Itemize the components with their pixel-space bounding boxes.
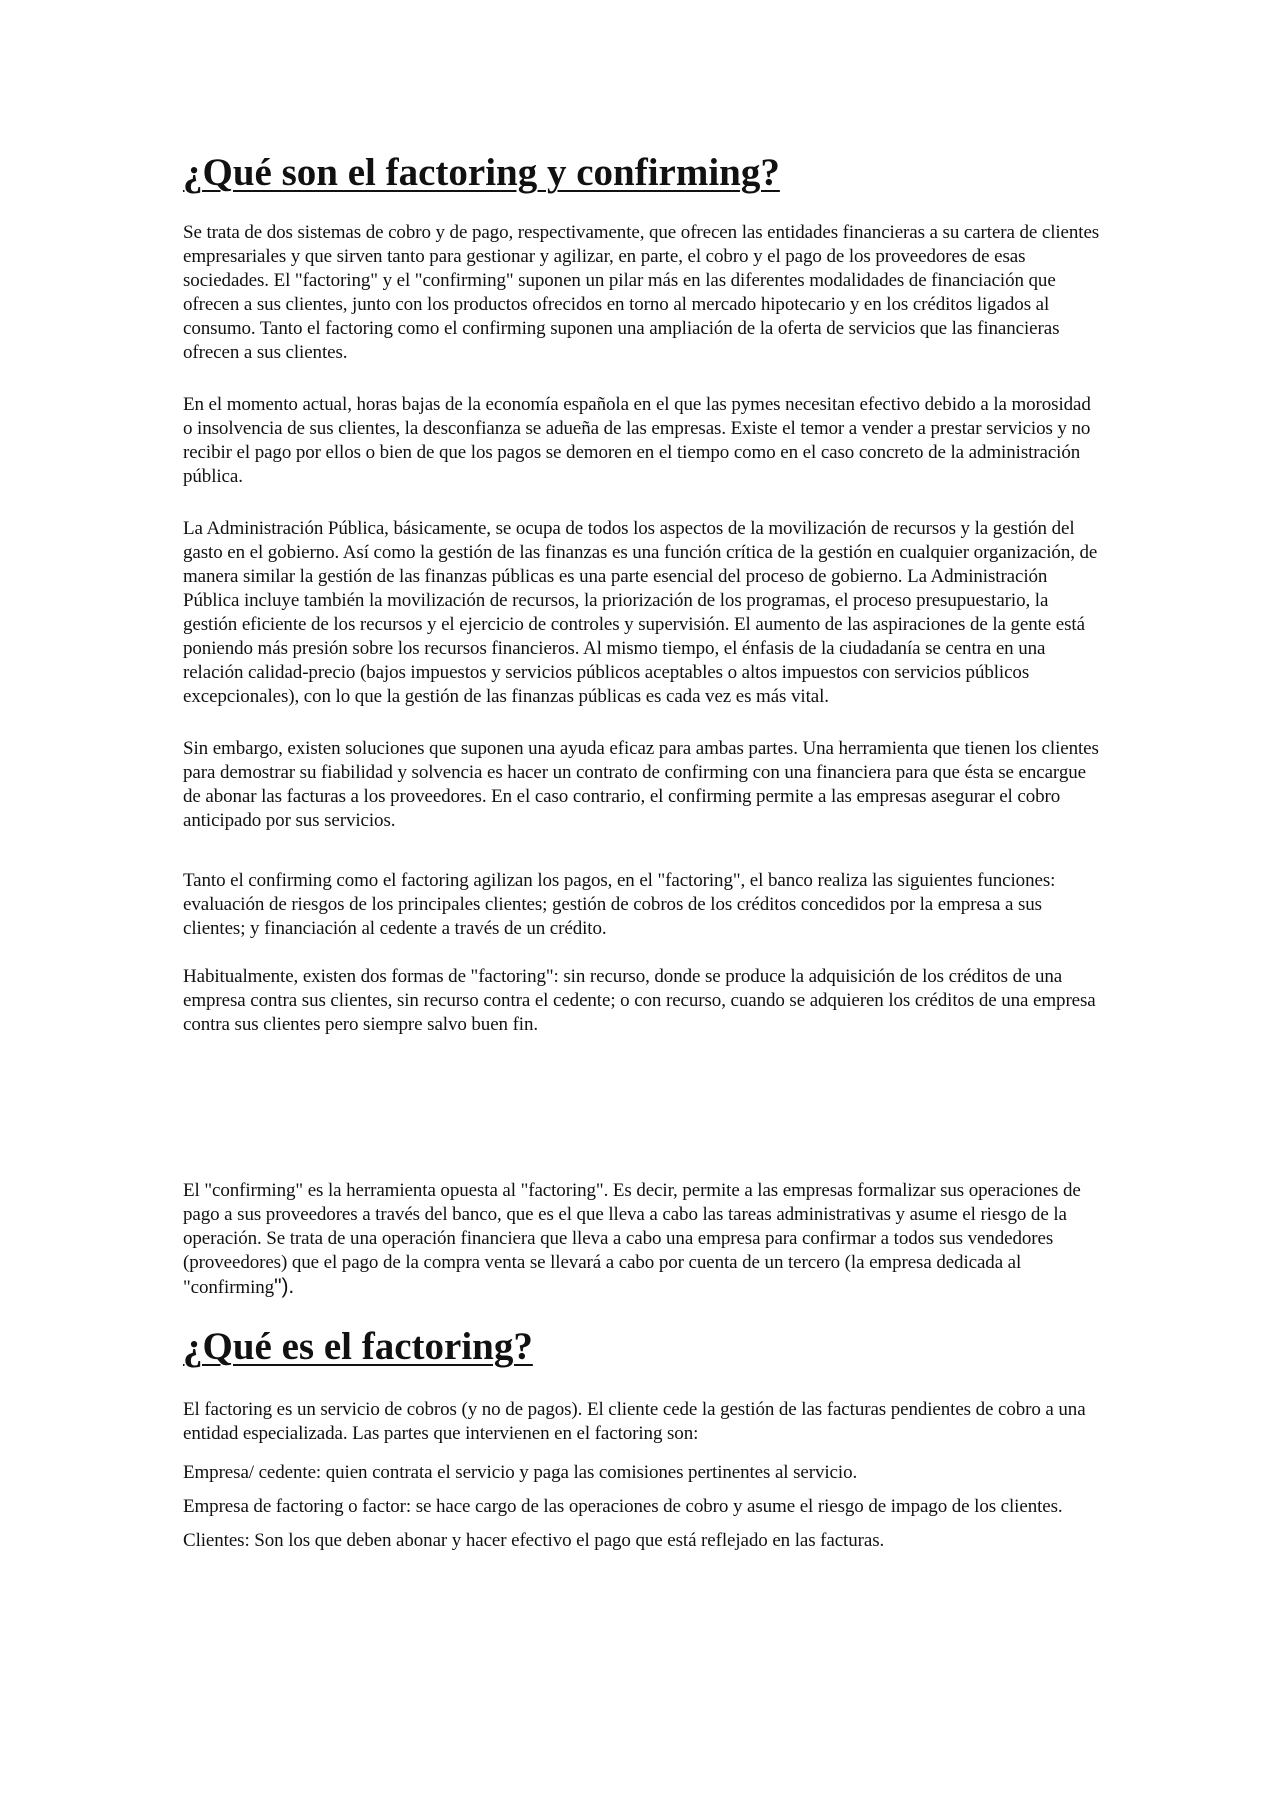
paragraph-solutions: Sin embargo, existen soluciones que suponen una ayuda eficaz para ambas partes. Una herramienta que tienen los clientes para demostrar su fiabilidad y solvencia es hacer un contrato de confirming con una financiera para que ésta se encargue de abonar las facturas a los proveedores. En el caso contrario, el confirming permite a las empresas asegurar el cobro anticipado por sus servicios. xyxy=(183,738,1099,831)
paragraph-party-factor: Empresa de factoring o factor: se hace cargo de las operaciones de cobro y asume el riesgo de impago de los clientes. xyxy=(183,1496,1063,1517)
paragraph-confirming-definition xyxy=(183,1179,1103,1300)
paragraph-factoring-forms: Habitualmente, existen dos formas de "factoring": sin recurso, donde se produce la adquisición de los créditos de una empresa contra sus clientes, sin recurso contra el cedente; o con recurso, cuando se adquieren los créditos de una empresa contra sus clientes pero siempre salvo buen fin. xyxy=(183,966,1096,1035)
section-heading-factoring-confirming: ¿Qué son el factoring y confirming? xyxy=(183,151,780,194)
paragraph-agilize-payments: Tanto el confirming como el factoring agilizan los pagos, en el "factoring", el banco realiza las siguientes funciones: evaluación de riesgos de los principales clientes; gestión de cobros de los créditos concedidos por la empresa a sus clientes; y financiación al cedente a través de un crédito. xyxy=(183,870,1056,939)
paragraph-party-cedente: Empresa/ cedente: quien contrata el servicio y paga las comisiones pertinentes al servicio. xyxy=(183,1462,858,1483)
document-page xyxy=(183,150,1103,1553)
paragraph-confirming-text: El "confirming" es la herramienta opuesta al "factoring". Es decir, permite a las empresas formalizar sus operaciones de pago a sus proveedores a través del banco, que es el que lleva a cabo las tareas administrativas y asume el riesgo de la operación. Se trata de una operación financiera que lleva a cabo una empresa para confirmar a todos sus vendedores (proveedores) que el pago de la compra venta se llevará a cabo por cuenta de un tercero (la empresa dedicada al "confirming xyxy=(183,1180,1081,1298)
section-heading-factoring: ¿Qué es el factoring? xyxy=(183,1325,533,1368)
paragraph-factoring-service: El factoring es un servicio de cobros (y no de pagos). El cliente cede la gestión de las facturas pendientes de cobro a una entidad especializada. Las partes que intervienen en el factoring son: xyxy=(183,1399,1086,1444)
paragraph-current-moment: En el momento actual, horas bajas de la economía española en el que las pymes necesitan efectivo debido a la morosidad o insolvencia de sus clientes, la desconfianza se adueña de las empresas. Existe el temor a vender a prestar servicios y no recibir el pago por ellos o bien de que los pagos se demoren en el tiempo como en el caso concreto de la administración pública. xyxy=(183,394,1091,487)
paragraph-intro: Se trata de dos sistemas de cobro y de pago, respectivamente, que ofrecen las entidades financieras a su cartera de clientes empresariales y que sirven tanto para gestionar y agilizar, en parte, el cobro y el pago de los proveedores de esas sociedades. El "factoring" y el "confirming" suponen un pilar más en las diferentes modalidades de financiación que ofrecen a sus clientes, junto con los productos ofrecidos en torno al mercado hipotecario y en los créditos ligados al consumo. Tanto el factoring como el confirming suponen una ampliación de la oferta de servicios que las financieras ofrecen a sus clientes. xyxy=(183,222,1100,363)
paragraph-party-clients: Clientes: Son los que deben abonar y hacer efectivo el pago que está reflejado en las facturas. xyxy=(183,1530,885,1551)
paragraph-confirming-trailing: "). xyxy=(274,1275,295,1298)
paragraph-public-administration: La Administración Pública, básicamente, se ocupa de todos los aspectos de la movilización de recursos y la gestión del gasto en el gobierno. Así como la gestión de las finanzas es una función crítica de la gestión en cualquier organización, de manera similar la gestión de las finanzas públicas es una parte esencial del proceso de gobierno. La Administración Pública incluye también la movilización de recursos, la priorización de los programas, el proceso presupuestario, la gestión eficiente de los recursos y el ejercicio de controles y supervisión. El aumento de las aspiraciones de la gente está poniendo más presión sobre los recursos financieros. Al mismo tiempo, el énfasis de la ciudadanía se centra en una relación calidad-precio (bajos impuestos y servicios públicos aceptables o altos impuestos con servicios públicos excepcionales), con lo que la gestión de las finanzas públicas es cada vez es más vital. xyxy=(183,518,1098,707)
